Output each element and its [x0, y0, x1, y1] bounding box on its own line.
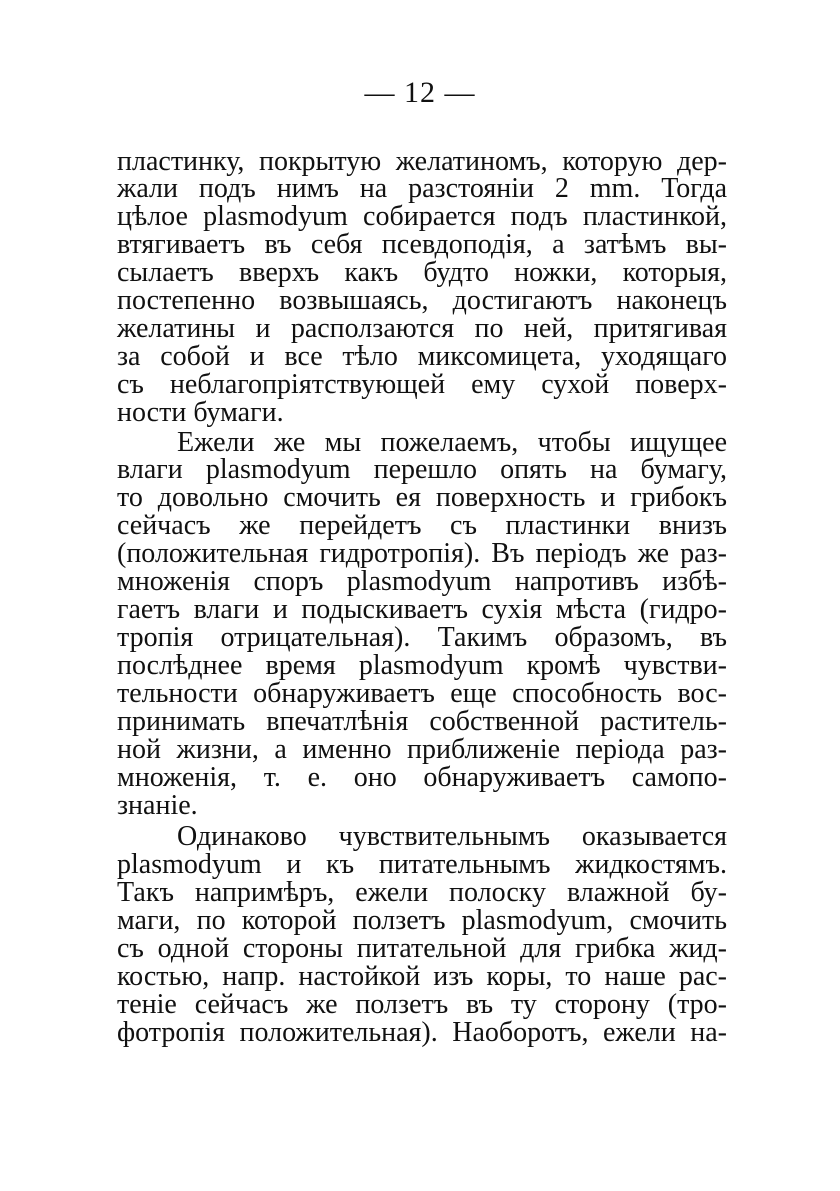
text-line: ности бумаги. [117, 397, 284, 428]
text-line: сейчасъ же перейдетъ съ пластинки внизъ [117, 510, 727, 541]
text-line: пластинку, покрытую желатиномъ, которую дер- [117, 146, 727, 177]
text-line: влаги plasmodyum перешло опять на бумагу, [117, 454, 727, 485]
text-line: принимать впечатлѣнiя собственной раститель- [117, 706, 727, 737]
text-line: знанiе. [117, 790, 198, 821]
text-line: гаетъ влаги и подыскиваетъ сухiя мѣста (гидро- [117, 594, 727, 625]
text-line: съ одной стороны питательной для грибка жид- [117, 933, 727, 964]
text-line: цѣлое plasmodyum собирается подъ пластинкой, [117, 201, 727, 232]
text-line: желатины и расползаются по ней, притягивая [117, 313, 727, 344]
text-line: сылаетъ вверхъ какъ будто ножки, которыя, [117, 257, 727, 288]
text-line: костью, напр. настойкой изъ коры, то наше рас- [117, 961, 727, 992]
text-line: ной жизни, а именно приближенiе перiода раз- [117, 734, 727, 765]
text-line: тропiя отрицательная). Такимъ образомъ, въ [117, 622, 727, 653]
text-line: съ неблагопрiятствующей ему сухой поверх- [117, 369, 727, 400]
text-line: послѣднее время plasmodyum кромѣ чувстви- [117, 650, 727, 681]
text-line: Такъ напримѣръ, ежели полоску влажной бу- [117, 877, 727, 908]
page-number: — 12 — [364, 76, 476, 109]
text-line: постепенно возвышаясь, достигаютъ наконецъ [117, 285, 727, 316]
text-line: втягиваетъ въ себя псевдоподiя, а затѣмъ вы- [117, 229, 727, 260]
text-line: множенiя, т. е. оно обнаруживаетъ самопо- [117, 762, 727, 793]
text-line: жали подъ нимъ на разстоянiи 2 mm. Тогда [117, 173, 727, 204]
text-line: plasmodyum и къ питательнымъ жидкостямъ. [117, 849, 727, 880]
text-line: за собой и все тѣло миксомицета, уходящаго [117, 341, 727, 372]
text-line: тенiе сейчасъ же ползетъ въ ту сторону (тро- [117, 989, 727, 1020]
text-line: Одинаково чувствительнымъ оказывается [177, 821, 727, 852]
text-line: фотропiя положительная). Наоборотъ, ежели на- [117, 1017, 727, 1048]
text-line: множенiя споръ plasmodyum напротивъ избѣ- [117, 566, 727, 597]
text-line: маги, по которой ползетъ plasmodyum, смочить [117, 905, 727, 936]
text-line: Ежели же мы пожелаемъ, чтобы ищущее [177, 427, 727, 458]
text-line: тельности обнаруживаетъ еще способность вос- [117, 678, 727, 709]
text-line: (положительная гидротропiя). Въ перiодъ же раз- [117, 538, 727, 569]
text-line: то довольно смочить ея поверхность и грибокъ [117, 482, 727, 513]
